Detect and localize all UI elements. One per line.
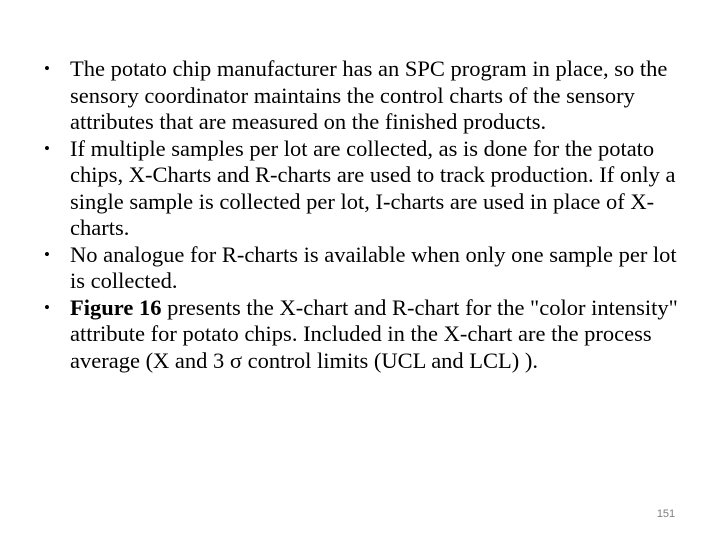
bullet-icon: • — [44, 138, 50, 158]
bullet-item-3 — [44, 242, 694, 295]
bullet-text: The potato chip manufacturer has an SPC program in place, so the sensory coordinator maintains the control charts of the sensory attributes that are measured on the finished products. — [70, 56, 668, 134]
bullet-item-2 — [44, 136, 694, 242]
figure-reference: Figure 16 — [70, 294, 162, 320]
bullet-text: If multiple samples per lot are collected, as is done for the potato chips, X-Charts and R-charts are used to track production. If only a single sample is collected per lot, I-charts are used in place of X-charts. — [70, 135, 676, 240]
bullet-icon: • — [44, 244, 50, 264]
bullet-icon: • — [44, 59, 50, 78]
bullet-text: presents the X-chart and R-chart for the "color intensity" attribute for potato chips. Included in the X-chart are the process average (X and 3 σ control limits (UCL and LCL) ). — [70, 294, 678, 373]
bullet-list — [44, 56, 694, 374]
bullet-item-4 — [44, 295, 694, 375]
slide-body — [44, 56, 694, 374]
bullet-icon: • — [44, 297, 50, 317]
page-number: 151 — [656, 508, 676, 520]
bullet-item-1 — [44, 56, 694, 136]
bullet-text: No analogue for R-charts is available when only one sample per lot is collected. — [70, 241, 677, 293]
